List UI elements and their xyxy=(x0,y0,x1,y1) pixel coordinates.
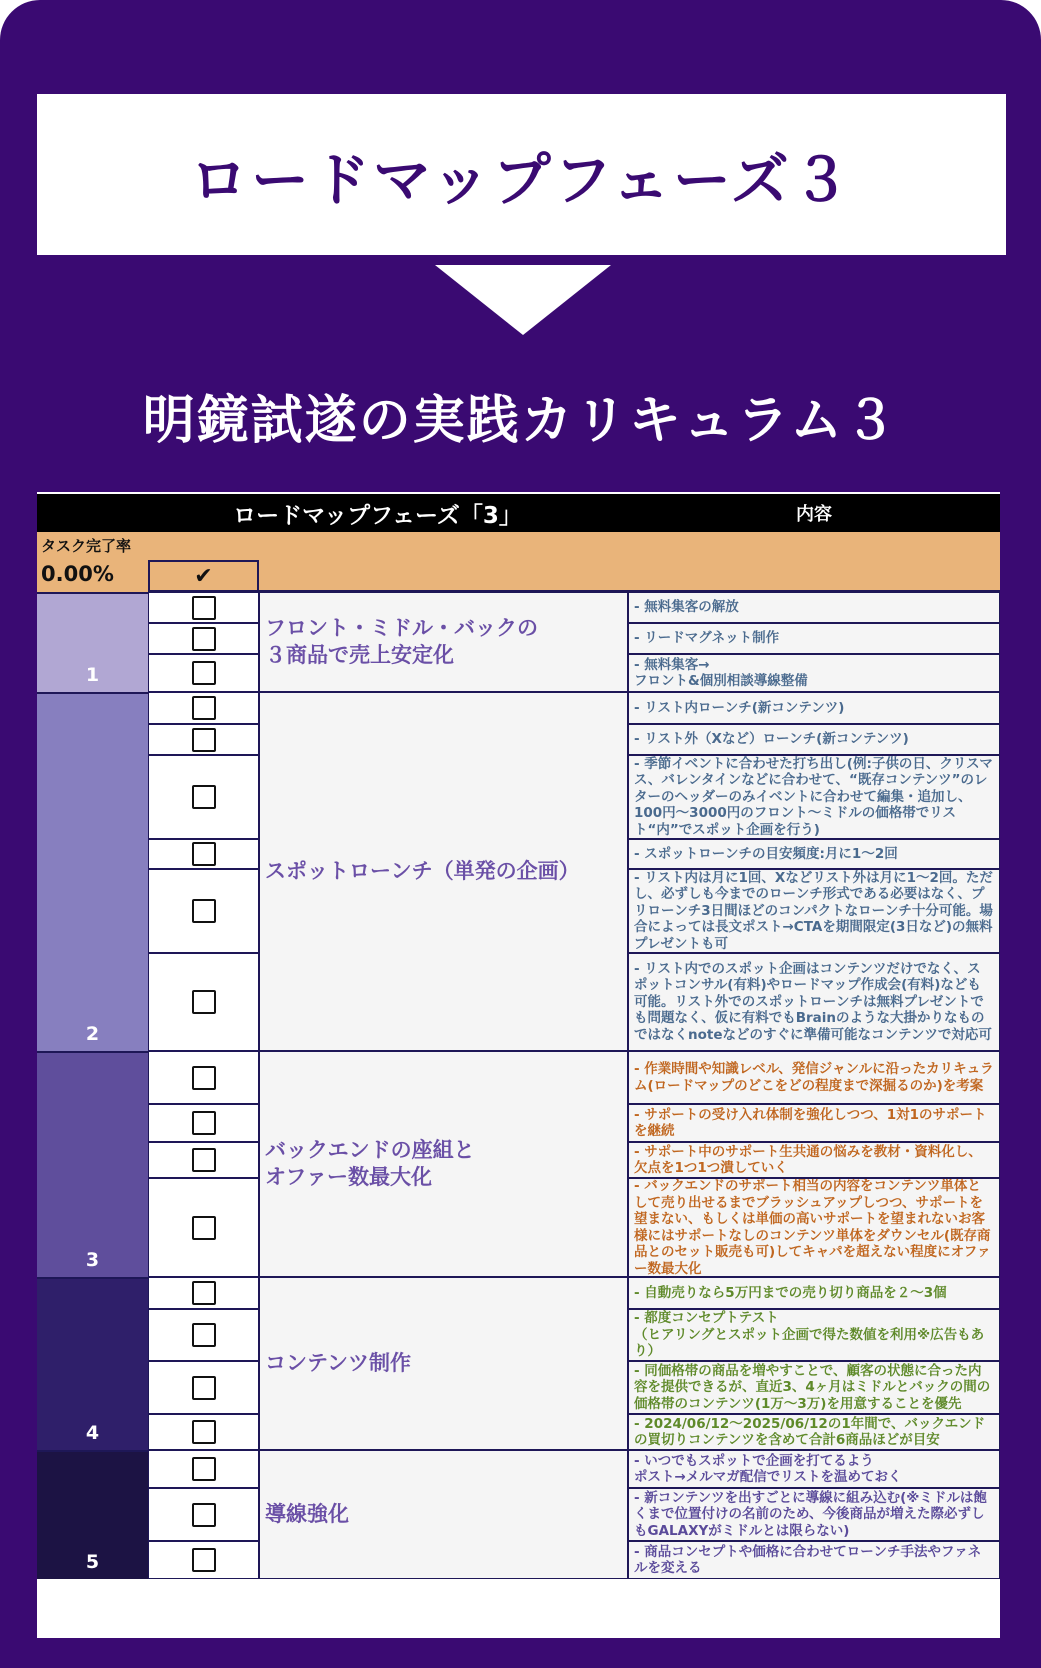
checkbox-icon[interactable] xyxy=(192,696,216,720)
checkmark-icon: ✔ xyxy=(194,563,213,589)
task-description xyxy=(628,692,1000,724)
task-description xyxy=(628,592,1000,623)
task-description-text: - バックエンドのサポート相当の内容をコンテンツ単体として売り出せるまでブラッシュアップしつつ、サポートを望まない、もしくは単価の高いサポートを望まれないお客様にはサポートなしのコンテンツ単体をダウンセル(既存商品とのセット販売も可)してキャパを超えない程度にオファー数最大化 xyxy=(634,1178,991,1277)
task-description-text: - 商品コンセプトや価格に合わせてローンチ手法やファネルを変える xyxy=(634,1543,982,1576)
task-description xyxy=(628,953,1000,1051)
task-description-text: - 同価格帯の商品を増やすことで、顧客の状態に合った内容を提供できるが、直近3、4ヶ月はミドルとバックの間の価格帯のコンテンツ(1万〜3万)を用意することを優先 xyxy=(634,1362,991,1412)
section-number-2 xyxy=(37,692,148,1051)
task-checkbox-cell[interactable] xyxy=(148,869,259,953)
task-checkbox-cell[interactable] xyxy=(148,1361,259,1414)
section-number-1 xyxy=(37,592,148,692)
orange-header-span xyxy=(259,532,1000,592)
section-title-line1: 導線強化 xyxy=(265,1502,349,1526)
checkbox-icon[interactable] xyxy=(192,1281,216,1305)
checkbox-icon[interactable] xyxy=(192,785,216,809)
checkbox-icon[interactable] xyxy=(192,627,216,651)
checkbox-icon[interactable] xyxy=(192,1548,216,1572)
task-checkbox-cell[interactable] xyxy=(148,1309,259,1361)
task-description-text: - サポートの受け入れ体制を強化しつつ、1対1のサポートを継続 xyxy=(634,1106,987,1139)
task-checkbox-cell[interactable] xyxy=(148,692,259,724)
task-description-text: - サポート中のサポート生共通の悩みを教材・資料化し、欠点を1つ1つ潰していく xyxy=(634,1143,982,1176)
checkbox-icon[interactable] xyxy=(192,596,216,620)
section-number-label: 5 xyxy=(85,1551,100,1573)
task-description xyxy=(628,1414,1000,1450)
page-title: ロードマップフェーズ３ xyxy=(190,145,853,214)
task-checkbox-cell[interactable] xyxy=(148,654,259,692)
task-rate-value: 0.00% xyxy=(41,562,114,586)
task-description-text: - リスト内は月に1回、Xなどリスト外は月に1〜2回。ただし、必ずしも今までのローンチ形式である必要はなく、プリローンチ3日間ほどのコンパクトなローンチ十分可能。場合によっては長文ポスト→CTAを期間限定(3日など)の無料プレゼントも可 xyxy=(634,869,993,952)
section-title-line1: コンテンツ制作 xyxy=(265,1351,411,1375)
checkbox-icon[interactable] xyxy=(192,728,216,752)
section-number-label: 3 xyxy=(85,1249,100,1271)
sheet-header-title: ロードマップフェーズ「3」 xyxy=(233,502,522,529)
checkbox-icon[interactable] xyxy=(192,1457,216,1481)
task-description-text: - 新コンテンツを出すごとに導線に組み込む(※ミドルは飽くまで位置付けの名前のため、今後商品が増えた際必ずしもGALAXYがミドルとは限らない) xyxy=(634,1489,987,1539)
task-description-text: - 都度コンセプトテスト （ヒアリングとスポット企画で得た数値を利用※広告もあり） xyxy=(634,1310,985,1360)
checkbox-icon[interactable] xyxy=(192,1376,216,1400)
task-description xyxy=(628,623,1000,654)
task-checkbox-cell[interactable] xyxy=(148,724,259,755)
sheet-header-left xyxy=(37,494,628,532)
task-checkbox-cell[interactable] xyxy=(148,1488,259,1541)
task-rate-label: タスク完了率 xyxy=(41,537,132,555)
section-title-cell xyxy=(259,1450,628,1579)
section-number-label: 1 xyxy=(85,664,100,686)
task-checkbox-cell[interactable] xyxy=(148,1450,259,1488)
task-checkbox-cell[interactable] xyxy=(148,755,259,839)
task-description-text: - 無料集客の解放 xyxy=(634,599,739,616)
checkbox-icon[interactable] xyxy=(192,1323,216,1347)
section-number-label: 4 xyxy=(85,1422,100,1444)
task-checkbox-cell[interactable] xyxy=(148,1414,259,1450)
section-title-line2: ３商品で売上安定化 xyxy=(265,643,454,667)
section-number-5 xyxy=(37,1450,148,1579)
task-description-text: - 自動売りなら5万円までの売り切り商品を２〜3個 xyxy=(634,1284,947,1301)
title-box xyxy=(37,94,1006,255)
task-description xyxy=(628,755,1000,839)
task-checkbox-cell[interactable] xyxy=(148,1277,259,1309)
task-checkbox-cell[interactable] xyxy=(148,623,259,654)
task-description xyxy=(628,1104,1000,1142)
section-title-line1: バックエンドの座組と xyxy=(265,1138,475,1162)
checkbox-icon[interactable] xyxy=(192,1111,216,1135)
task-checkbox-cell[interactable] xyxy=(148,1104,259,1142)
task-description xyxy=(628,1488,1000,1541)
section-title-cell xyxy=(259,1277,628,1450)
task-description-text: - スポットローンチの目安頻度:月に1〜2回 xyxy=(634,845,898,862)
task-description-text: - 2024/06/12〜2025/06/12の1年間で、バックエンドの買切りコンテンツを含めて合計6商品ほどが目安 xyxy=(634,1415,986,1448)
task-rate-value-cell xyxy=(37,560,148,592)
task-description xyxy=(628,1277,1000,1309)
task-checkbox-cell[interactable] xyxy=(148,1051,259,1104)
content-header: 内容 xyxy=(796,504,832,525)
checkbox-icon[interactable] xyxy=(192,1066,216,1090)
checkbox-icon[interactable] xyxy=(192,990,216,1014)
task-description-text: - リスト外（Xなど）ローンチ(新コンテンツ) xyxy=(634,731,909,748)
checkbox-icon[interactable] xyxy=(192,899,216,923)
task-description xyxy=(628,1541,1000,1579)
task-description xyxy=(628,1142,1000,1178)
task-description-text: - リスト内でのスポット企画はコンテンツだけでなく、スポットコンサル(有料)やロードマップ作成会(有料)なども可能。リスト外でのスポットローンチは無料プレゼントでも問題なく、仮に有料でもBrainのような大掛かりなものではなくnoteなどのすぐに準備可能なコンテンツで対応可 xyxy=(634,960,992,1043)
task-checkbox-cell[interactable] xyxy=(148,839,259,869)
task-checkbox-cell[interactable] xyxy=(148,1178,259,1277)
task-description xyxy=(628,839,1000,869)
checkbox-icon[interactable] xyxy=(192,1503,216,1527)
section-title-line1: フロント・ミドル・バックの xyxy=(265,616,538,640)
section-title-cell xyxy=(259,592,628,692)
task-checkbox-cell[interactable] xyxy=(148,953,259,1051)
orange-header-check xyxy=(148,532,259,560)
task-description xyxy=(628,1450,1000,1488)
checkbox-icon[interactable] xyxy=(192,1420,216,1444)
task-description xyxy=(628,869,1000,953)
task-description xyxy=(628,654,1000,692)
section-number-4 xyxy=(37,1277,148,1450)
roadmap-sheet xyxy=(37,492,1000,1638)
task-description-text: - いつでもスポットで企画を打てるよう ポスト→メルマガ配信でリストを温めておく xyxy=(634,1452,902,1485)
task-checkbox-cell[interactable] xyxy=(148,592,259,623)
task-description-text: - 無料集客→ フロント&個別相談導線整備 xyxy=(634,656,808,689)
checkbox-icon[interactable] xyxy=(192,1148,216,1172)
checkbox-icon[interactable] xyxy=(192,661,216,685)
task-description-text: - リードマグネット制作 xyxy=(634,630,780,647)
checkbox-icon[interactable] xyxy=(192,842,216,866)
task-description-text: - 作業時間や知識レベル、発信ジャンルに沿ったカリキュラム(ロードマップのどこをどの程度まで深掘るのか)を考案 xyxy=(634,1061,994,1094)
page-subtitle: 明鏡試遂の実践カリキュラム３ xyxy=(142,391,899,451)
task-description-text: - 季節イベントに合わせた打ち出し(例:子供の日、クリスマス、バレンタインなどに合わせて、“既存コンテンツ”のレターのヘッダーのみイベントに合わせて編集・追加し、100円〜3000円のフロント〜ミドルの価格帯でリスト“内”でスポット企画を行う) xyxy=(634,755,993,838)
task-description xyxy=(628,1178,1000,1277)
section-title-cell xyxy=(259,692,628,1051)
task-description-text: - リスト内ローンチ(新コンテンツ) xyxy=(634,699,845,716)
checkbox-icon[interactable] xyxy=(192,1216,216,1240)
task-description xyxy=(628,1361,1000,1414)
task-description xyxy=(628,1051,1000,1104)
task-description xyxy=(628,724,1000,755)
section-number-label: 2 xyxy=(85,1023,100,1045)
section-title-line2: オファー数最大化 xyxy=(265,1165,432,1189)
task-checkbox-cell[interactable] xyxy=(148,1142,259,1178)
task-checkbox-cell[interactable] xyxy=(148,1541,259,1579)
section-title-line1: スポットローンチ（単発の企画） xyxy=(265,859,580,883)
down-arrow-icon xyxy=(435,265,611,335)
task-description xyxy=(628,1309,1000,1361)
section-title-cell xyxy=(259,1051,628,1277)
sheet-header-right xyxy=(628,494,1000,532)
task-rate-label-cell xyxy=(37,532,148,560)
section-number-3 xyxy=(37,1051,148,1277)
master-check-cell[interactable] xyxy=(148,560,259,592)
